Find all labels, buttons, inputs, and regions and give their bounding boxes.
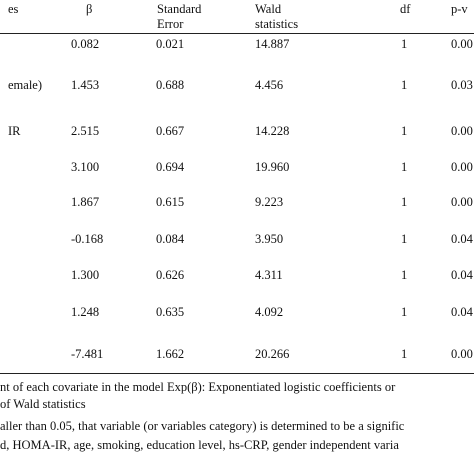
cell-beta: 1.867 (71, 195, 100, 209)
cell-se: 0.635 (156, 305, 185, 319)
header-df: df (400, 2, 411, 16)
cell-beta: -0.168 (71, 232, 104, 246)
cell-wald: 4.311 (255, 268, 283, 282)
cell-se: 0.694 (156, 160, 185, 174)
header-standard-error: Standard Error (157, 2, 202, 31)
cell-beta: 1.248 (71, 305, 100, 319)
cell-p: 0.04 (451, 305, 473, 319)
cell-df: 1 (401, 232, 408, 246)
header-p-value: p-v (451, 2, 468, 16)
cell-wald: 4.456 (255, 78, 284, 92)
cell-p: 0.04 (451, 268, 473, 282)
cell-df: 1 (401, 195, 408, 209)
cell-p: 0.00 (451, 195, 473, 209)
cell-beta: 3.100 (71, 160, 100, 174)
cell-p: 0.00 (451, 37, 473, 51)
cell-df: 1 (401, 160, 408, 174)
cell-se: 0.626 (156, 268, 185, 282)
cell-se: 0.615 (156, 195, 185, 209)
cell-wald: 14.887 (255, 37, 290, 51)
cell-beta: 1.300 (71, 268, 100, 282)
cell-label: emale) (8, 78, 43, 92)
cell-beta: 1.453 (71, 78, 100, 92)
cell-wald: 19.960 (255, 160, 290, 174)
cell-p: 0.00 (451, 124, 473, 138)
cell-wald: 20.266 (255, 347, 290, 361)
cell-label: IR (8, 124, 21, 138)
cell-df: 1 (401, 305, 408, 319)
cell-p: 0.00 (451, 347, 473, 361)
header-rule (0, 33, 474, 34)
header-beta: β (86, 2, 93, 16)
cell-df: 1 (401, 347, 408, 361)
cell-se: 0.688 (156, 78, 185, 92)
cell-p: 0.03 (451, 78, 473, 92)
cell-wald: 9.223 (255, 195, 284, 209)
cell-beta: 0.082 (71, 37, 100, 51)
header-wald-statistics: Wald statistics (255, 2, 299, 31)
cell-df: 1 (401, 268, 408, 282)
footnote-line: of Wald statistics (0, 397, 86, 411)
cell-se: 0.667 (156, 124, 185, 138)
footnote-line: nt of each covariate in the model Exp(β): Exponentiated logistic coefficients or (0, 380, 396, 394)
cell-df: 1 (401, 124, 408, 138)
cell-beta: -7.481 (71, 347, 104, 361)
cell-p: 0.04 (451, 232, 473, 246)
cell-df: 1 (401, 78, 408, 92)
cell-se: 1.662 (156, 347, 185, 361)
cell-se: 0.021 (156, 37, 185, 51)
cell-wald: 14.228 (255, 124, 290, 138)
cell-wald: 3.950 (255, 232, 284, 246)
cell-beta: 2.515 (71, 124, 100, 138)
cell-p: 0.00 (451, 160, 473, 174)
cell-wald: 4.092 (255, 305, 284, 319)
footnote-line: d, HOMA-IR, age, smoking, education level, hs-CRP, gender independent varia (0, 438, 399, 452)
header-variables: es (8, 2, 19, 16)
footnote-line: aller than 0.05, that variable (or variables category) is determined to be a signific (0, 419, 405, 433)
bottom-rule (0, 373, 474, 374)
cell-se: 0.084 (156, 232, 185, 246)
cell-df: 1 (401, 37, 408, 51)
